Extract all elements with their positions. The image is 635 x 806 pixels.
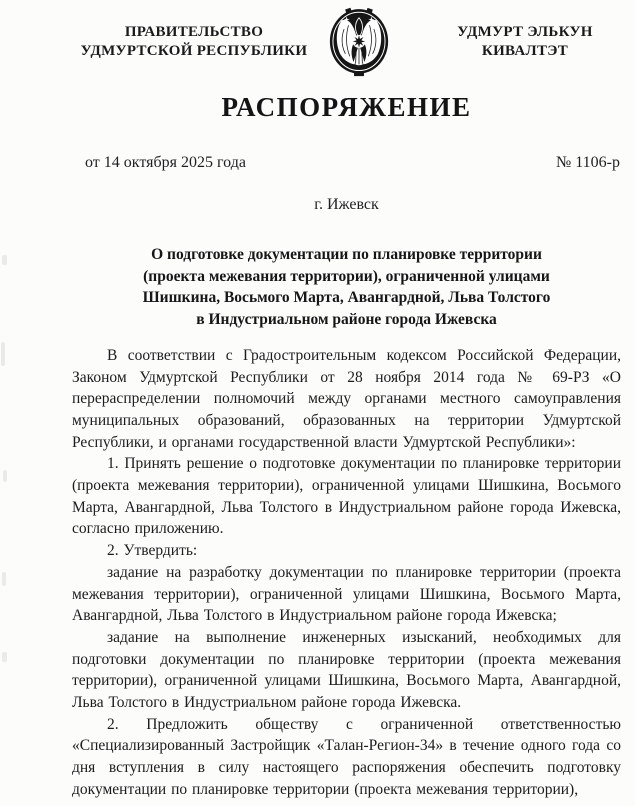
org-left-line2: УДМУРТСКОЙ РЕСПУБЛИКИ xyxy=(80,43,308,59)
scan-artifact xyxy=(2,255,7,265)
paragraph-task-surveys: задание на выполнение инженерных изысканий, необходимых для подготовки документации по планировке территории (проекта межевания территории), ограниченной улицами Шишкина, Восьмого Марта, Авангардной, Льва Толстого в Индустриальном районе города Ижевска. xyxy=(72,628,621,712)
document-body xyxy=(0,345,635,801)
org-right-line1: УДМУРТ ЭЛЬКУН xyxy=(457,24,593,40)
paragraph-legal-basis: В соответствии с Градостроительным кодексом Российской Федерации, Законом Удмуртской Республики от 28 ноября 2014 года № 69-РЗ «О перераспределении полномочий между органами местного самоуправления муниципальных образований, образованных на территории Удмуртской Республики, и органами государственной власти Удмуртской Республики»: xyxy=(72,346,621,451)
scan-artifact xyxy=(3,470,7,482)
letterhead xyxy=(0,0,635,86)
issuing-authority-ru xyxy=(68,23,320,61)
scan-artifact xyxy=(1,342,5,366)
document-subject xyxy=(0,244,635,331)
org-left-line1: ПРАВИТЕЛЬСТВО xyxy=(124,24,264,40)
paragraph-item-2-propose: 2. Предложить обществу с ограниченной ответственностью «Специализированный Застройщик «Талан-Регион-34» в течение одного года со дня вступления в силу настоящего распоряжения обеспечить подготовку документации по планировке территории (проекта межевания территории), xyxy=(72,715,621,798)
paragraph-task-development: задание на разработку документации по планировке территории (проекта межевания территории), ограниченной улицами Шишкина, Восьмого Марта, Авангардной, Льва Толстого в Индустриальном районе города Ижевска; xyxy=(72,563,621,625)
org-right-line2: КИВАЛТЭТ xyxy=(481,43,569,59)
issuing-authority-udm xyxy=(436,23,614,61)
meta-row xyxy=(0,153,635,173)
document-city: г. Ижевск xyxy=(314,196,379,213)
subject-line: О подготовке документации по планировке территории xyxy=(151,246,542,263)
subject-line: в Индустриальном районе города Ижевска xyxy=(196,311,497,329)
document-number: № 1106-р xyxy=(556,154,620,171)
subject-line: Шишкина, Восьмого Марта, Авангардной, Льва Толстого xyxy=(142,289,551,307)
scan-artifact xyxy=(2,572,6,586)
scan-artifact xyxy=(2,652,7,662)
document-type-title: РАСПОРЯЖЕНИЕ xyxy=(221,92,472,122)
udmurt-coat-of-arms-icon xyxy=(328,5,390,79)
document-date: от 14 октября 2025 года xyxy=(85,154,246,171)
paragraph-item-1: 1. Принять решение о подготовке документации по планировке территории (проекта межевания территории), ограниченной улицами Шишкина, Восьмого Марта, Авангардной, Льва Толстого в Индустриальном районе города Ижевска, согласно приложению. xyxy=(72,455,621,538)
subject-line: (проекта межевания территории), ограниченной улицами xyxy=(143,267,550,285)
paragraph-item-2-approve: 2. Утвердить: xyxy=(107,542,198,560)
